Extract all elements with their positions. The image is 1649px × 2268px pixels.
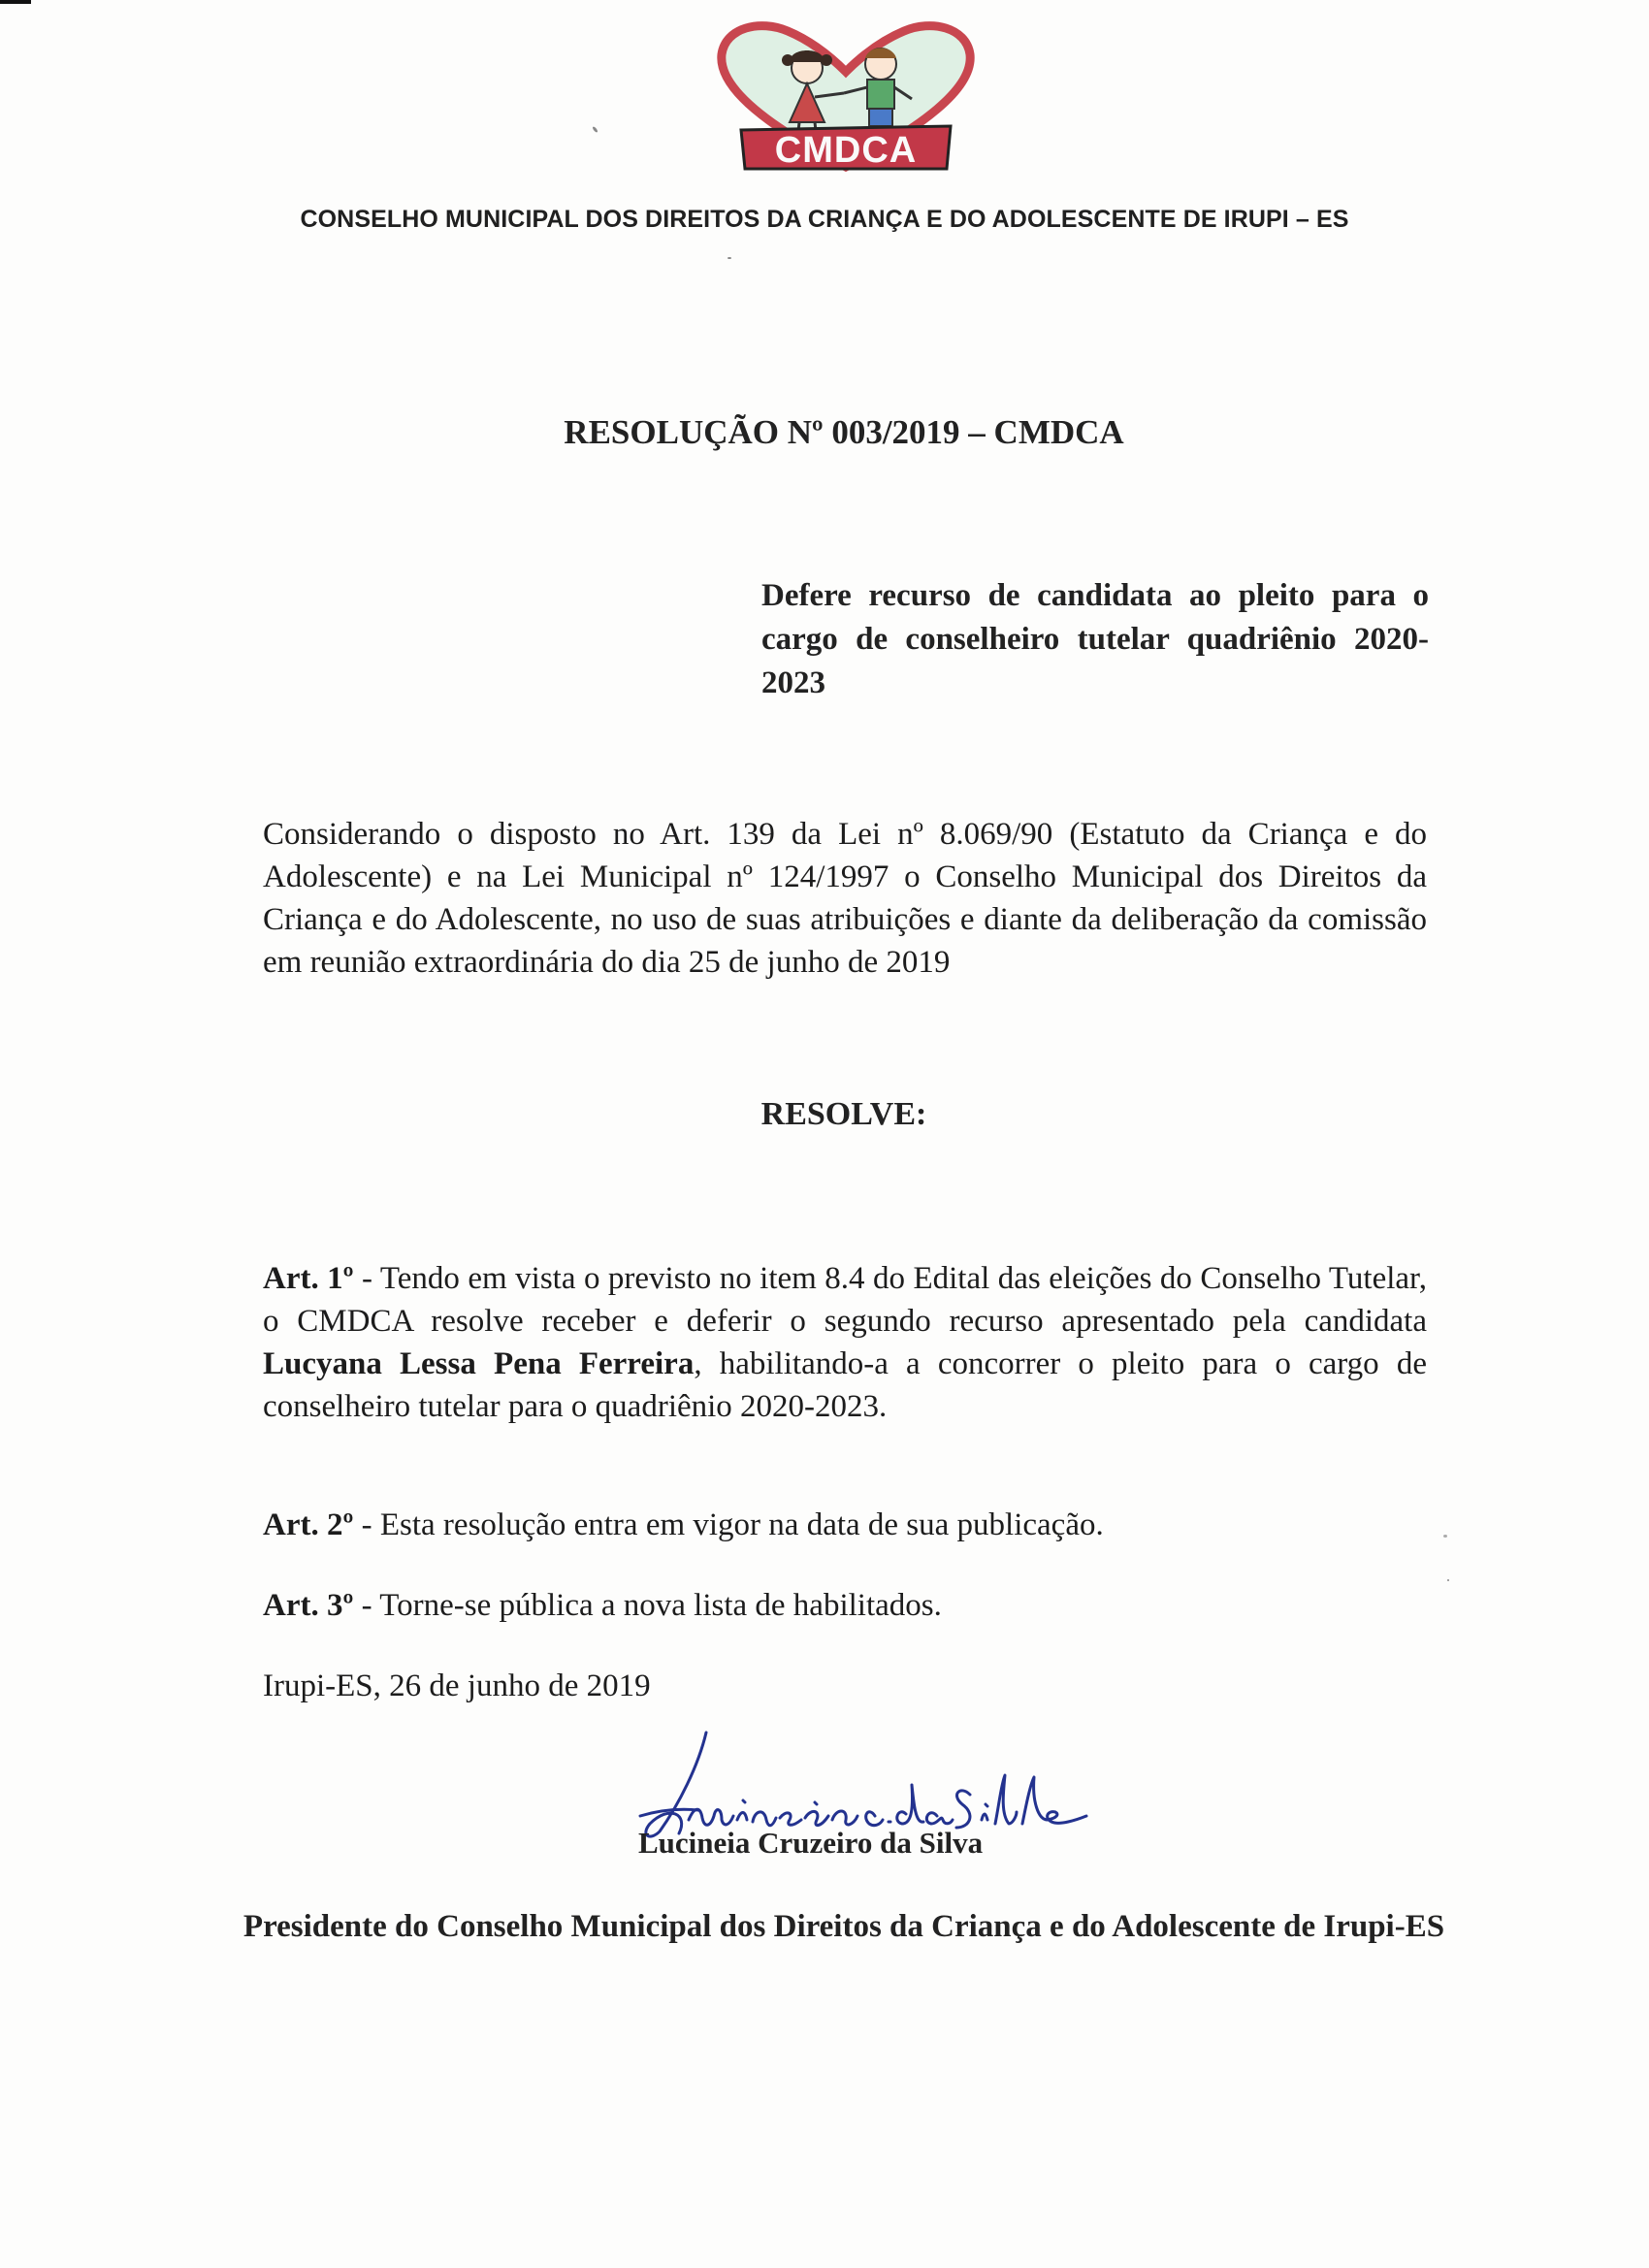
scan-speck (1443, 1535, 1447, 1538)
candidate-name: Lucyana Lessa Pena Ferreira (263, 1346, 695, 1381)
cmdca-logo (714, 21, 978, 173)
signatory-role: Presidente do Conselho Municipal dos Direitos da Criança e do Adolescente de Irupi-ES (242, 1909, 1445, 1944)
organization-header: CONSELHO MUNICIPAL DOS DIREITOS DA CRIANÇA E DO ADOLESCENTE DE IRUPI – ES (300, 206, 1349, 233)
resolution-preamble: Considerando o disposto no Art. 139 da Lei nº 8.069/90 (Estatuto da Criança e do Adolescente) e na Lei Municipal nº 124/1997 o Conselho Municipal dos Direitos da Criança e do Adolescente, no uso de suas atribuições e diante da deliberação da comissão em reunião extraordinária do dia 25 de junho de 2019 (263, 817, 1427, 980)
article-1-text: - Tendo em vista o previsto no item 8.4 do Edital das eleições do Conselho Tutelar, o CMDCA resolve receber e deferir o segundo recurso apresentado pela candidata (263, 1261, 1427, 1339)
article-3 (263, 1584, 1427, 1627)
article-3-label: Art. 3º (263, 1588, 354, 1623)
logo-text: CMDCA (774, 130, 918, 171)
article-1-text-end: , habilitando-a a concorrer o pleito para o cargo de conselheiro tutelar para o quadriênio 2020-2023. (263, 1346, 1427, 1424)
article-1 (263, 1257, 1427, 1428)
article-1-label: Art. 1º (263, 1261, 354, 1296)
scan-speck (592, 126, 598, 133)
signatory-name: Lucineia Cruzeiro da Silva (638, 1826, 984, 1860)
article-2 (263, 1504, 1427, 1546)
dateline: Irupi-ES, 26 de junho de 2019 (263, 1669, 651, 1703)
resolution-ementa: Defere recurso de candidata ao pleito para o cargo de conselheiro tutelar quadriênio 2020-2023 (761, 578, 1429, 700)
article-3-text: - Torne-se pública a nova lista de habilitados. (353, 1588, 942, 1623)
resolution-title: RESOLUÇÃO Nº 003/2019 – CMDCA (564, 413, 1124, 451)
scan-speck (728, 257, 731, 259)
article-2-text: - Esta resolução entra em vigor na data de sua publicação. (353, 1507, 1104, 1542)
resolve-heading: RESOLVE: (760, 1096, 927, 1132)
article-2-label: Art. 2º (263, 1507, 354, 1542)
scan-speck (1447, 1579, 1449, 1581)
scan-corner-mark (0, 0, 31, 4)
